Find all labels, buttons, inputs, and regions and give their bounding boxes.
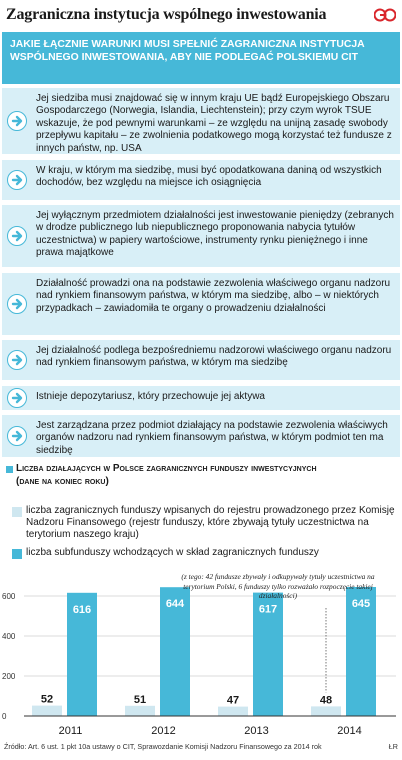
condition-text: Jej siedziba musi znajdować się w innym kraju UE bądź Europejskiego Obszaru Gospodarczego (Norwegia, Islandia, Liechtenstein); przy czym wyrok TSUE wskazuje, że pod pewnymi warunkami – ze względu na unijną zasadę swobody przepływu kapitału – ze zwolnienia podatkowego mogą korzystać też fundusze z innych państw, np. USA — [36, 93, 392, 154]
arrow-right-icon — [7, 350, 27, 370]
y-tick-label: 0 — [2, 712, 7, 721]
arrow-right-icon — [7, 226, 27, 246]
bar-registered-funds — [311, 706, 341, 716]
footer — [4, 742, 398, 751]
condition-item — [2, 415, 400, 457]
condition-text: Istnieje depozytariusz, który przechowuje jej aktywa — [36, 391, 265, 402]
y-tick-label: 200 — [2, 672, 16, 681]
x-tick-label: 2011 — [58, 725, 83, 737]
condition-text: W kraju, w którym ma siedzibę, musi być opodatkowana daniną od wszystkich dochodów, bez względu na miejsce ich osiągnięcia — [36, 165, 382, 189]
data-label-subfunds: 617 — [258, 603, 278, 616]
condition-item — [2, 340, 400, 380]
source-note: Źródło: Art. 6 ust. 1 pkt 10a ustawy o CIT, Sprawozdanie Komisji Nadzoru Finansowego za 2014 rok — [4, 742, 322, 751]
legend-swatch — [12, 507, 22, 517]
x-tick-label: 2014 — [337, 725, 362, 737]
banner-line-2: WSPÓLNEGO INWESTOWANIA, ABY NIE PODLEGAĆ POLSKIEMU CIT — [10, 52, 358, 63]
condition-item — [2, 88, 400, 154]
legend-swatch — [12, 549, 22, 559]
y-tick-label: 400 — [2, 632, 16, 641]
data-label-registered: 52 — [40, 693, 54, 706]
chart-title: Liczba działających w Polsce zagranicznych funduszy inwestycyjnych — [16, 463, 317, 474]
data-label-registered: 48 — [319, 694, 333, 707]
condition-text: Jest zarządzana przez podmiot działający na podstawie zezwolenia właściwych organów nadzoru nad rynkiem finansowym państwa, w którym podmiot ten ma siedzibę — [36, 420, 388, 456]
y-tick-label: 600 — [2, 592, 16, 601]
condition-text: Jej działalność podlega bezpośredniemu nadzorowi właściwego organu nadzoru nad rynkiem finansowym państwa, w którym ma siedzibę — [36, 345, 392, 369]
legend-label: liczba zagranicznych funduszy wpisanych do rejestru prowadzonego przez Komisję Nadzoru Finansowego (rejestr funduszy, które zbywają tytuły uczestnictwa na terytorium naszego kraju) — [26, 505, 395, 540]
arrow-right-icon — [7, 388, 27, 408]
data-label-subfunds: 616 — [72, 603, 92, 616]
x-tick-label: 2012 — [151, 725, 176, 737]
arrow-right-icon — [7, 111, 27, 131]
condition-item — [2, 205, 400, 267]
page-title: Zagraniczna instytucja wspólnego inwestowania — [6, 6, 327, 23]
bar-registered-funds — [218, 707, 248, 716]
data-label-registered: 51 — [133, 693, 147, 706]
arrow-right-icon — [7, 170, 27, 190]
bar-registered-funds — [125, 706, 155, 716]
gp-logo — [374, 8, 396, 22]
chart-annotation: (z tego: 42 fundusze zbywały i odkupywały tytuły uczestnictwa na terytorium Polski, 6 funduszy tylko rozważało rozpoczęcie takiej działalności) — [181, 572, 375, 600]
legend-label: liczba subfunduszy wchodzących w skład zagranicznych funduszy — [26, 547, 319, 558]
chart-title-marker — [6, 466, 13, 473]
condition-item — [2, 273, 400, 335]
author-initials: ŁR — [388, 742, 398, 751]
arrow-right-icon — [7, 426, 27, 446]
chart-subtitle: (dane na koniec roku) — [16, 476, 109, 487]
condition-item — [2, 160, 400, 200]
bar-registered-funds — [32, 706, 62, 716]
condition-text: Działalność prowadzi ona na podstawie zezwolenia właściwego organu nadzoru nad rynkiem finansowym państwa, w którym ma siedzibę, albo – w niektórych przypadkach – zawiadomiła te organy o prowadzeniu działalności — [36, 278, 391, 314]
x-tick-label: 2013 — [244, 725, 269, 737]
data-label-subfunds: 644 — [165, 598, 185, 611]
question-banner — [2, 32, 400, 84]
data-label-subfunds: 645 — [351, 598, 371, 610]
arrow-right-icon — [7, 294, 27, 314]
condition-text: Jej wyłącznym przedmiotem działalności jest inwestowanie pieniędzy (zebranych w drodze publicznego lub niepublicznego proponowania nabycia tytułów uczestnictwa) w papiery wartościowe, instrumenty rynku pieniężnego i inne prawa majątkowe — [36, 210, 394, 259]
banner-line-1: JAKIE ŁĄCZNIE WARUNKI MUSI SPEŁNIĆ ZAGRANICZNA INSTYTUCJA — [10, 39, 365, 50]
data-label-registered: 47 — [226, 694, 240, 707]
condition-item — [2, 386, 400, 410]
